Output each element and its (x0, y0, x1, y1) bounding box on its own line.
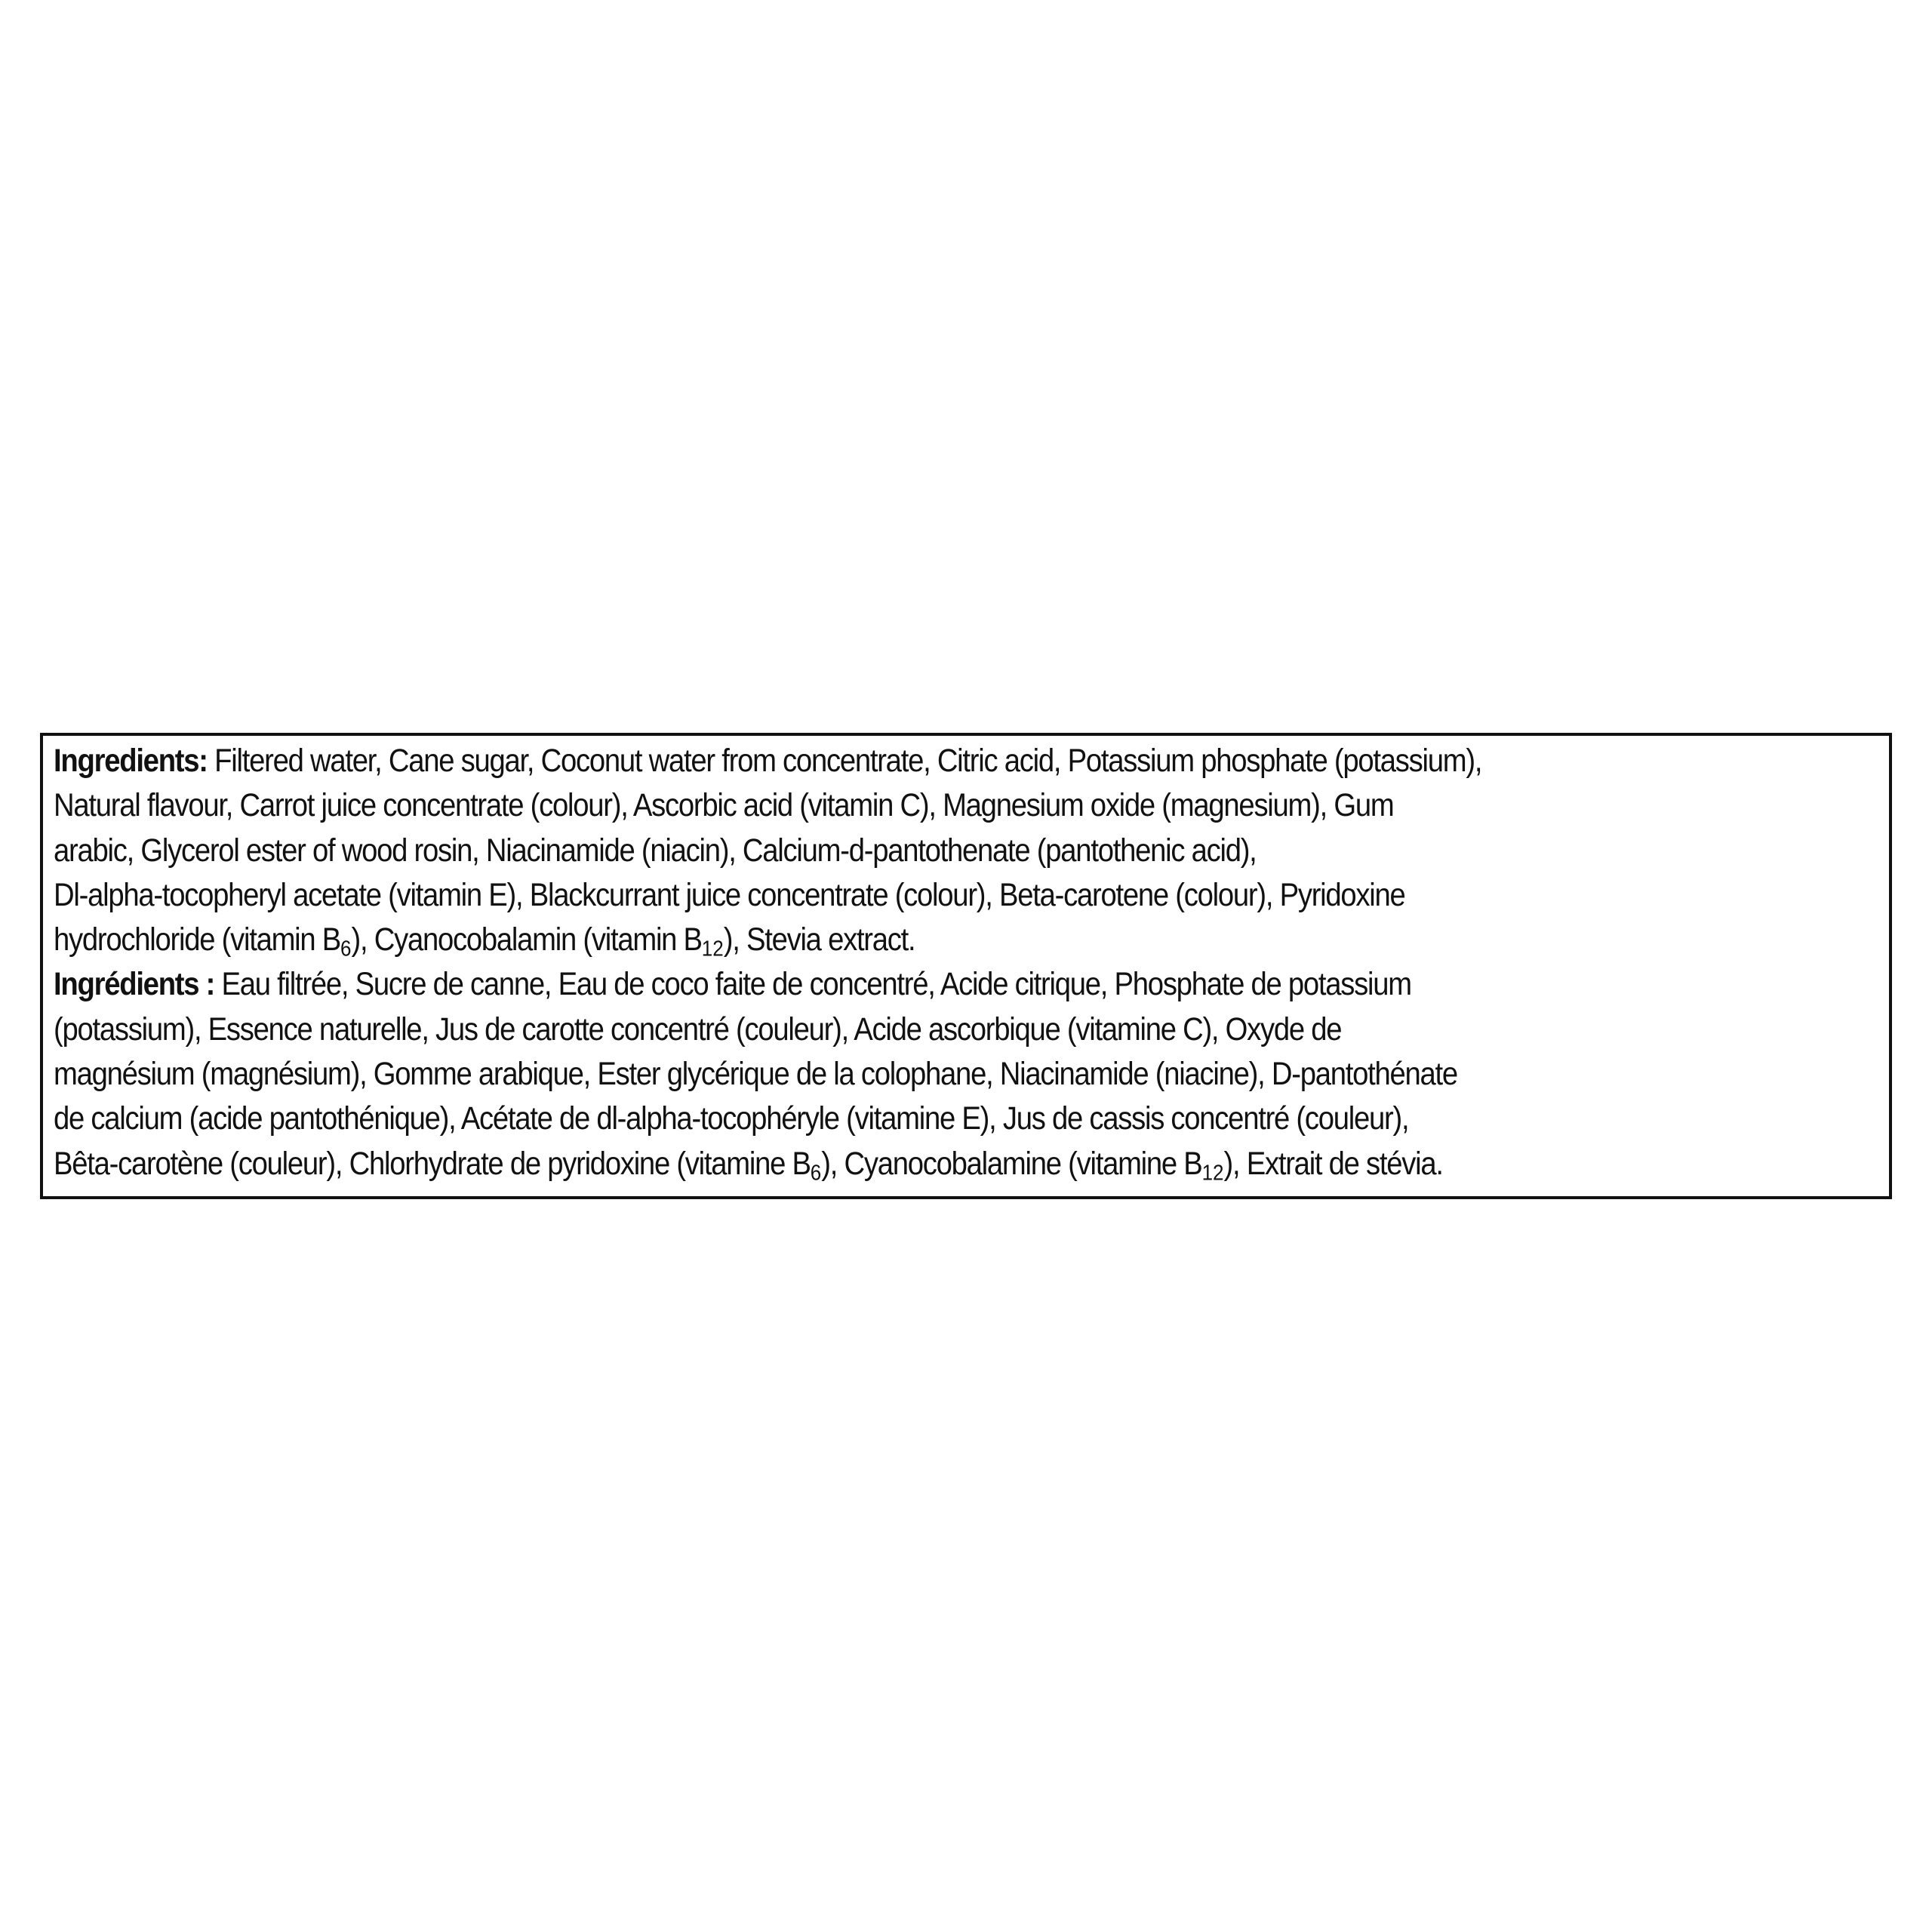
english-line-1 (54, 739, 1706, 783)
french-text-1: Eau filtrée, Sucre de canne, Eau de coco faite de concentré, Acide citrique, Phosphate de potassium (221, 967, 1411, 1003)
french-line-3: magnésium (magnésium), Gomme arabique, Ester glycérique de la colophane, Niacinamide (niacine), D-pantothénate (54, 1057, 1457, 1093)
french-line-2: (potassium), Essence naturelle, Jus de carotte concentré (couleur), Acide ascorbique (vitamine C), Oxyde de (54, 1011, 1342, 1048)
french-text-5b: ), Cyanocobalamine (vitamine B (821, 1146, 1202, 1182)
french-line-1 (54, 962, 1706, 1007)
english-text-5a: hydrochloride (vitamin B (54, 922, 341, 958)
english-sub-b6: 6 (340, 937, 352, 961)
english-line-2: Natural flavour, Carrot juice concentrate (colour), Ascorbic acid (vitamin C), Magnesium oxide (magnesium), Gum (54, 788, 1394, 824)
ingredients-panel (40, 733, 1892, 1199)
french-line-4: de calcium (acide pantothénique), Acétate de dl-alpha-tocophéryle (vitamine E), Jus de cassis concentré (couleur), (54, 1101, 1409, 1137)
english-line-5 (54, 918, 1706, 962)
english-ingredients-label: Ingredients: (54, 743, 208, 779)
english-text-5b: ), Cyanocobalamin (vitamin B (351, 922, 702, 958)
french-ingredients-label: Ingrédients : (54, 967, 215, 1003)
french-sub-b6: 6 (810, 1161, 822, 1186)
ingredients-text-block (54, 739, 1706, 1186)
french-line-5 (54, 1142, 1706, 1186)
french-text-5a: Bêta-carotène (couleur), Chlorhydrate de pyridoxine (vitamine B (54, 1146, 811, 1182)
english-line-3: arabic, Glycerol ester of wood rosin, Niacinamide (niacin), Calcium-d-pantothenate (pantothenic acid), (54, 832, 1257, 869)
english-line-4: Dl-alpha-tocopheryl acetate (vitamin E), Blackcurrant juice concentrate (colour), Beta-carotene (colour), Pyridoxine (54, 877, 1405, 913)
french-text-5c: ), Extrait de stévia. (1223, 1146, 1443, 1182)
english-text-5c: ), Stevia extract. (723, 922, 915, 958)
english-sub-b12: 12 (701, 937, 724, 961)
french-sub-b12: 12 (1201, 1161, 1224, 1186)
english-text-1: Filtered water, Cane sugar, Coconut water from concentrate, Citric acid, Potassium phosphate (potassium), (214, 743, 1482, 779)
